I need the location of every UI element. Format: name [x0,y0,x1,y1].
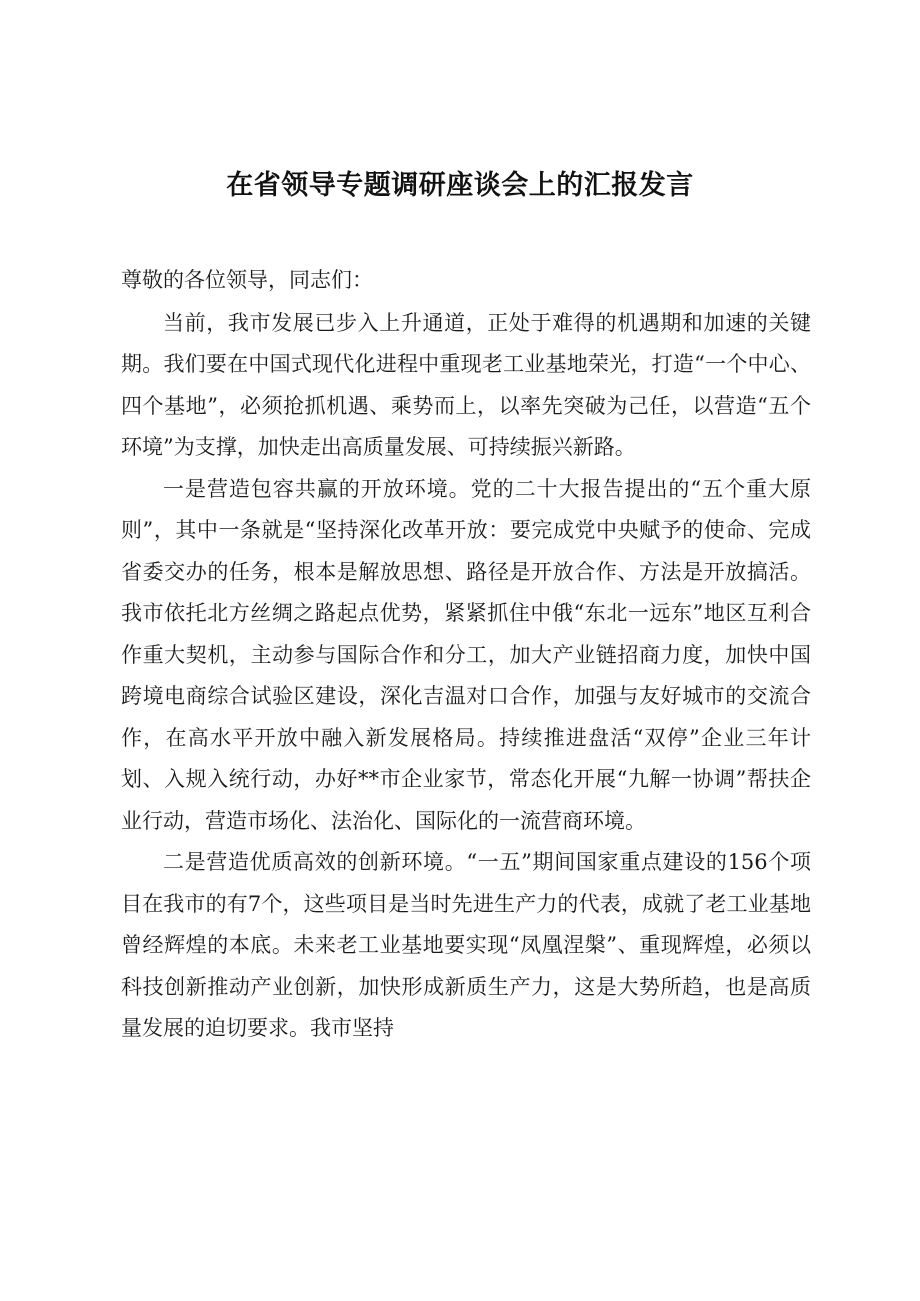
paragraph-intro: 当前，我市发展已步入上升通道，正处于难得的机遇期和加速的关键期。我们要在中国式现代化进程中重现老工业基地荣光，打造“一个中心、四个基地”，必须抢抓机遇、乘势而上，以率先突破为己任，以营造“五个环境”为支撑，加快走出高质量发展、可持续振兴新路。 [121,310,811,459]
document-body [121,260,811,1050]
paragraph-innovation-environment: 二是营造优质高效的创新环境。“一五”期间国家重点建设的156个项目在我市的有7个，这些项目是当时先进生产力的代表，成就了老工业基地曾经辉煌的本底。未来老工业基地要实现“凤凰涅槃”、重现辉煌，必须以科技创新推动产业创新，加快形成新质生产力，这是大势所趋，也是高质量发展的迫切要求。我市坚持 [121,850,811,1040]
salutation: 尊敬的各位领导，同志们： [121,268,373,292]
paragraph-open-environment: 一是营造包容共赢的开放环境。党的二十大报告提出的“五个重大原则”，其中一条就是“坚持深化改革开放：要完成党中央赋予的使命、完成省委交办的任务，根本是解放思想、路径是开放合作、方法是开放搞活。我市依托北方丝绸之路起点优势，紧紧抓住中俄“东北一远东”地区互利合作重大契机，主动参与国际合作和分工，加大产业链招商力度，加快中国跨境电商综合试验区建设，深化吉温对口合作，加强与友好城市的交流合作，在高水平开放中融入新发展格局。持续推进盘活“双停”企业三年计划、入规入统行动，办好**市企业家节，常态化开展“九解一协调”帮扶企业行动，营造市场化、法治化、国际化的一流营商环境。 [121,476,811,833]
document-title: 在省领导专题调研座谈会上的汇报发言 [226,170,694,201]
